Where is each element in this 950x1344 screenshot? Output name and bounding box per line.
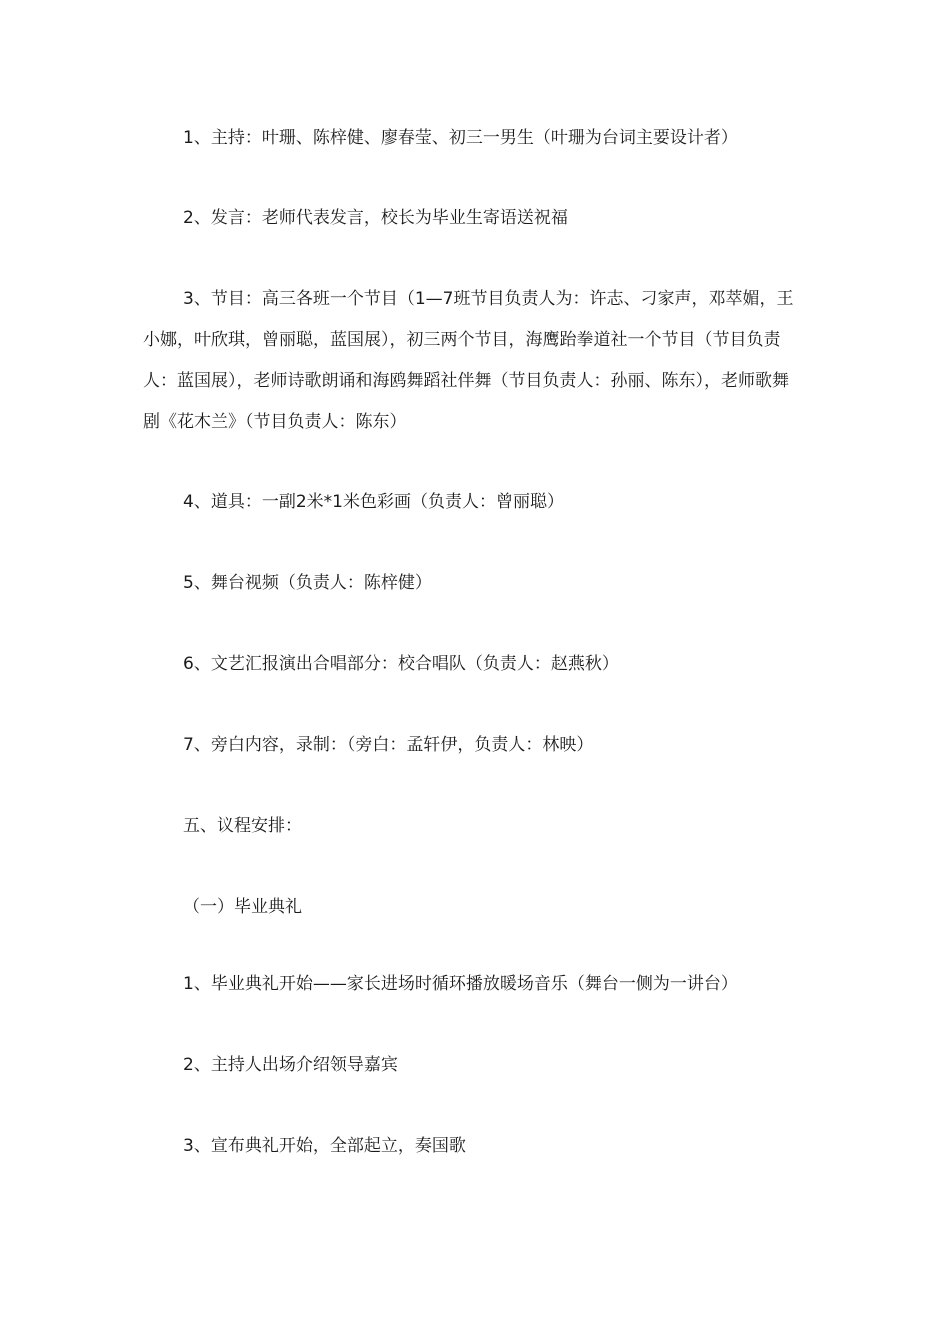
paragraph-national-anthem: 3、宣布典礼开始，全部起立，奏国歌 (183, 1136, 466, 1156)
paragraph-programs: 3、节目：高三各班一个节目（1—7班节目负责人为：许志、刁家声，邓萃媚，王小娜，叶欣琪，曾丽聪，蓝国展），初三两个节目，海鹰跆拳道社一个节目（节目负责人：蓝国展），老师诗歌朗诵和海鸥舞蹈社伴舞（节目负责人：孙丽、陈东），老师歌舞剧《花木兰》（节目负责人：陈东） (143, 289, 794, 432)
paragraph-narration: 7、旁白内容，录制：（旁白：孟轩伊，负责人：林映） (183, 735, 594, 755)
subsection-heading-graduation: （一）毕业典礼 (183, 897, 302, 917)
paragraph-host: 1、主持：叶珊、陈梓健、廖春莹、初三一男生（叶珊为台词主要设计者） (183, 128, 738, 148)
paragraph-speech: 2、发言：老师代表发言，校长为毕业生寄语送祝福 (183, 208, 568, 228)
paragraph-chorus: 6、文艺汇报演出合唱部分：校合唱队（负责人：赵燕秋） (183, 654, 619, 674)
paragraph-props: 4、道具：一副2米*1米色彩画（负责人：曾丽聪） (183, 492, 564, 512)
paragraph-stage-video: 5、舞台视频（负责人：陈梓健） (183, 573, 432, 593)
paragraph-host-intro: 2、主持人出场介绍领导嘉宾 (183, 1055, 398, 1075)
section-heading-agenda: 五、议程安排： (183, 816, 302, 836)
paragraph-ceremony-start: 1、毕业典礼开始——家长进场时循环播放暖场音乐（舞台一侧为一讲台） (183, 974, 738, 994)
